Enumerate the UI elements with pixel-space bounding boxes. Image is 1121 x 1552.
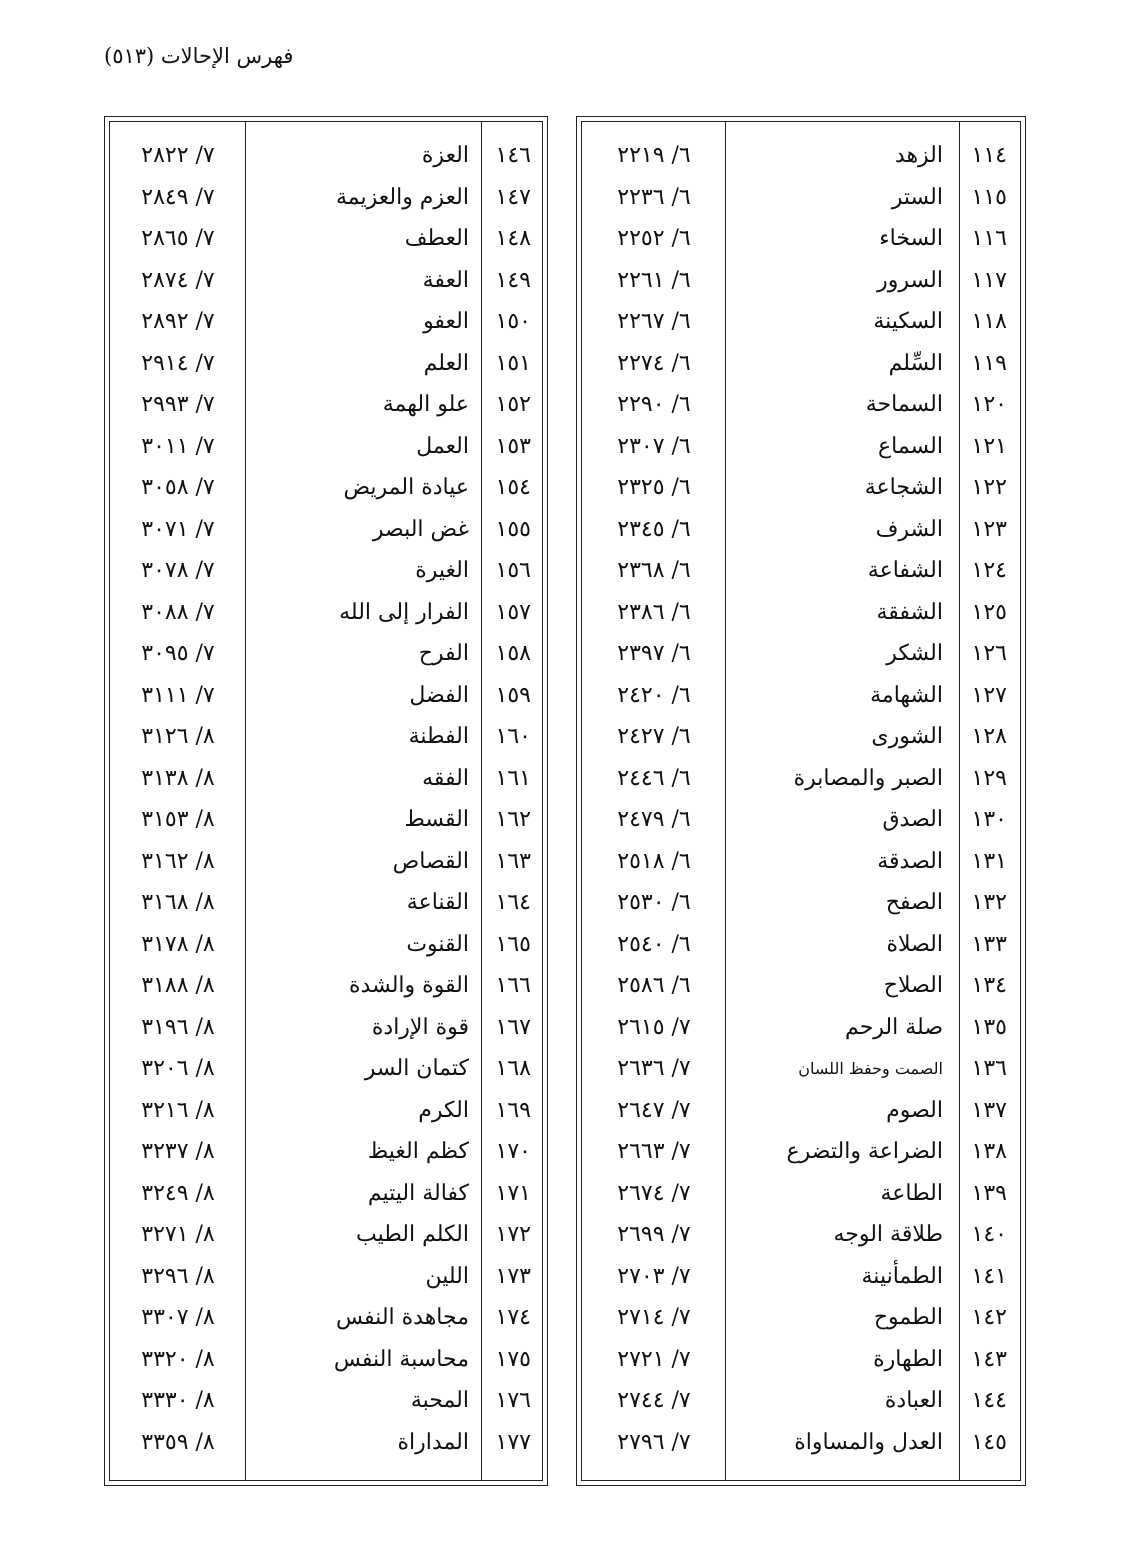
- entry-reference: ٧/ ٢٨٧٤: [141, 267, 215, 293]
- table-row: [577, 1090, 1025, 1132]
- entry-topic: الصفح: [885, 890, 943, 915]
- entry-reference: ٨/ ٣٢٩٦: [141, 1263, 215, 1289]
- entry-reference: ٦/ ٢٥٨٦: [617, 973, 691, 998]
- entry-number: ١٣٤: [971, 973, 1007, 998]
- table-row: [105, 1090, 547, 1132]
- entry-reference: ٦/ ٢٣٦٨: [617, 558, 691, 583]
- entry-reference: ٧/ ٢٧٠٣: [617, 1263, 691, 1289]
- entry-topic: الشفقة: [876, 599, 943, 625]
- entry-reference: ٧/ ٢٦١٥: [617, 1014, 691, 1040]
- entry-reference: ٦/ ٢٣٠٧: [617, 433, 691, 459]
- entry-topic: الفرح: [418, 641, 469, 666]
- entry-reference: ٦/ ٢٢٣٦: [617, 184, 691, 210]
- entry-number: ١٦٥: [495, 931, 531, 957]
- table-row: [577, 799, 1025, 841]
- entry-reference: ٦/ ٢٢١٩: [617, 143, 691, 168]
- index-table-right: [576, 116, 1026, 1486]
- table-row: [105, 1339, 547, 1381]
- table-row: [577, 426, 1025, 468]
- table-row: [577, 177, 1025, 219]
- entry-reference: ٨/ ٣٢٣٧: [141, 1139, 215, 1164]
- entry-reference: ٧/ ٢٨٦٥: [141, 226, 215, 251]
- entry-topic: الطمأنينة: [861, 1263, 943, 1289]
- entry-topic: الصلاة: [886, 931, 943, 957]
- table-row: [105, 550, 547, 592]
- entry-number: ١٤٩: [495, 267, 531, 293]
- entry-number: ١٣٣: [971, 931, 1007, 957]
- entry-reference: ٦/ ٢٥١٨: [617, 848, 691, 874]
- table-row: [577, 592, 1025, 634]
- index-rows-left: [105, 135, 547, 1463]
- table-row: [105, 260, 547, 302]
- entry-reference: ٨/ ٣١٩٦: [141, 1014, 215, 1040]
- entry-number: ١٦٠: [495, 724, 531, 749]
- entry-topic: الكرم: [418, 1097, 469, 1123]
- entry-topic: الفضل: [409, 682, 469, 708]
- entry-number: ١٤٥: [971, 1429, 1007, 1455]
- entry-topic: غض البصر: [372, 516, 469, 542]
- entry-reference: ٦/ ٢٤٢٧: [617, 724, 691, 749]
- table-row: [105, 301, 547, 343]
- entry-topic: كتمان السر: [364, 1056, 469, 1081]
- table-row: [577, 924, 1025, 966]
- entry-reference: ٧/ ٢٧١٤: [617, 1305, 691, 1330]
- entry-number: ١٤٨: [495, 226, 531, 251]
- entry-number: ١٧٥: [495, 1346, 531, 1372]
- table-row: [105, 1007, 547, 1049]
- table-row: [105, 1173, 547, 1215]
- entry-topic: الستر: [891, 184, 943, 210]
- entry-reference: ٦/ ٢٢٦١: [617, 267, 691, 293]
- entry-number: ١٥٦: [495, 558, 531, 583]
- table-row: [577, 1173, 1025, 1215]
- entry-number: ١٤٢: [971, 1305, 1007, 1330]
- entry-reference: ٧/ ٢٦٧٤: [617, 1180, 691, 1206]
- entry-topic: الطهارة: [873, 1346, 943, 1372]
- entry-number: ١١٨: [971, 309, 1007, 334]
- entry-number: ١٧٢: [495, 1222, 531, 1247]
- table-row: [105, 758, 547, 800]
- table-row: [577, 633, 1025, 675]
- entry-number: ١٢٧: [971, 682, 1007, 708]
- table-row: [105, 384, 547, 426]
- entry-reference: ٦/ ٢٥٤٠: [617, 931, 691, 957]
- entry-topic: العفة: [422, 267, 469, 293]
- entry-reference: ٧/ ٢٧٩٦: [617, 1429, 691, 1455]
- entry-reference: ٧/ ٣٠٧٨: [141, 558, 215, 583]
- entry-topic: العفو: [423, 309, 469, 334]
- entry-number: ١٢٤: [971, 558, 1007, 583]
- entry-reference: ٦/ ٢٣٤٥: [617, 516, 691, 542]
- table-row: [577, 1131, 1025, 1173]
- entry-reference: ٨/ ٣٣٥٩: [141, 1429, 215, 1455]
- entry-topic: الصبر والمصابرة: [793, 765, 943, 791]
- table-row: [105, 1380, 547, 1422]
- entry-topic: السرور: [877, 267, 943, 293]
- entry-number: ١٣٦: [971, 1056, 1007, 1081]
- entry-topic: الطاعة: [880, 1180, 943, 1206]
- entry-topic: القسط: [404, 807, 469, 832]
- entry-topic: الضراعة والتضرع: [786, 1139, 943, 1164]
- table-row: [105, 343, 547, 385]
- entry-reference: ٨/ ٣٢٤٩: [141, 1180, 215, 1206]
- entry-reference: ٨/ ٣١٣٨: [141, 765, 215, 791]
- entry-number: ١٧٣: [495, 1263, 531, 1289]
- entry-topic: صلة الرحم: [845, 1014, 943, 1040]
- entry-number: ١٦٤: [495, 890, 531, 915]
- table-row: [577, 1339, 1025, 1381]
- entry-number: ١٣٩: [971, 1180, 1007, 1206]
- entry-number: ١٤٧: [495, 184, 531, 210]
- entry-reference: ٧/ ٢٨٢٢: [141, 143, 215, 168]
- entry-topic: السكينة: [873, 309, 943, 334]
- entry-topic: المحبة: [410, 1388, 469, 1413]
- entry-topic: العبادة: [884, 1388, 943, 1413]
- entry-topic: العدل والمساواة: [794, 1429, 943, 1455]
- table-row: [577, 1048, 1025, 1090]
- table-row: [105, 177, 547, 219]
- entry-reference: ٦/ ٢٣٨٦: [617, 599, 691, 625]
- entry-number: ١٥٠: [495, 309, 531, 334]
- entry-topic: القصاص: [392, 848, 469, 874]
- entry-number: ١٣٧: [971, 1097, 1007, 1123]
- entry-topic: كظم الغيظ: [367, 1139, 469, 1164]
- entry-topic: الصدق: [882, 807, 943, 832]
- entry-topic: الزهد: [894, 143, 943, 168]
- table-row: [105, 467, 547, 509]
- entry-topic: المداراة: [397, 1429, 469, 1455]
- entry-number: ١٤٤: [971, 1388, 1007, 1413]
- table-row: [105, 965, 547, 1007]
- entry-reference: ٧/ ٢٨٩٢: [141, 309, 215, 334]
- entry-number: ١٥٥: [495, 516, 531, 542]
- table-row: [577, 675, 1025, 717]
- table-row: [105, 1214, 547, 1256]
- table-row: [577, 218, 1025, 260]
- table-row: [105, 633, 547, 675]
- entry-number: ١٥٤: [495, 475, 531, 500]
- table-row: [577, 1422, 1025, 1464]
- table-row: [577, 467, 1025, 509]
- entry-reference: ٨/ ٣٣٢٠: [141, 1346, 215, 1372]
- entry-number: ١٢٥: [971, 599, 1007, 625]
- table-row: [577, 1297, 1025, 1339]
- table-row: [577, 384, 1025, 426]
- table-row: [577, 716, 1025, 758]
- table-row: [577, 1380, 1025, 1422]
- entry-reference: ٧/ ٣٠٨٨: [141, 599, 215, 625]
- entry-number: ١١٩: [971, 350, 1007, 376]
- entry-number: ١٦٣: [495, 848, 531, 874]
- entry-reference: ٦/ ٢٤٢٠: [617, 682, 691, 708]
- entry-number: ١٧١: [495, 1180, 531, 1206]
- table-row: [105, 924, 547, 966]
- entry-reference: ٨/ ٣٣٣٠: [141, 1388, 215, 1413]
- page-header: فهرس الإحالات (٥١٣): [104, 44, 294, 68]
- entry-topic: الصلاح: [883, 973, 943, 998]
- entry-number: ١٦٧: [495, 1014, 531, 1040]
- entry-number: ١٤٠: [971, 1222, 1007, 1247]
- table-row: [105, 135, 547, 177]
- entry-topic: الغيرة: [415, 558, 469, 583]
- entry-reference: ٧/ ٣٠٧١: [141, 516, 215, 542]
- entry-topic: الصمت وحفظ اللسان: [798, 1059, 943, 1078]
- entry-reference: ٨/ ٣١٧٨: [141, 931, 215, 957]
- table-row: [577, 135, 1025, 177]
- entry-topic: طلاقة الوجه: [833, 1222, 943, 1247]
- entry-number: ١٢٩: [971, 765, 1007, 791]
- entry-reference: ٧/ ٣٠٥٨: [141, 475, 215, 500]
- entry-number: ١٢٣: [971, 516, 1007, 542]
- entry-reference: ٨/ ٣١٥٣: [141, 807, 215, 832]
- entry-reference: ٧/ ٣٠٩٥: [141, 641, 215, 666]
- table-row: [105, 1422, 547, 1464]
- entry-topic: العزة: [421, 143, 469, 168]
- entry-number: ١١٥: [971, 184, 1007, 210]
- entry-number: ١٢١: [971, 433, 1007, 459]
- entry-topic: الفطنة: [408, 724, 469, 749]
- entry-topic: الفقه: [422, 765, 469, 791]
- entry-topic: اللين: [425, 1263, 469, 1289]
- entry-reference: ٦/ ٢٢٧٤: [617, 350, 691, 376]
- entry-topic: الكلم الطيب: [356, 1222, 469, 1247]
- table-row: [105, 1048, 547, 1090]
- entry-topic: العزم والعزيمة: [335, 184, 469, 210]
- entry-topic: الفرار إلى الله: [339, 599, 469, 625]
- entry-number: ١٦٨: [495, 1056, 531, 1081]
- entry-reference: ٦/ ٢٤٤٦: [617, 765, 691, 791]
- entry-reference: ٦/ ٢٣٩٧: [617, 641, 691, 666]
- entry-number: ١٤٣: [971, 1346, 1007, 1372]
- entry-reference: ٧/ ٢٦٩٩: [617, 1222, 691, 1247]
- table-row: [105, 509, 547, 551]
- entry-reference: ٨/ ٣١٦٢: [141, 848, 215, 874]
- entry-topic: السِّلم: [888, 350, 943, 376]
- table-row: [105, 1131, 547, 1173]
- entry-number: ١٦٦: [495, 973, 531, 998]
- entry-reference: ٨/ ٣٢١٦: [141, 1097, 215, 1123]
- entry-topic: الطموح: [873, 1305, 943, 1330]
- entry-reference: ٦/ ٢٢٩٠: [617, 392, 691, 417]
- entry-reference: ٧/ ٢٩١٤: [141, 350, 215, 376]
- entry-number: ١٢٨: [971, 724, 1007, 749]
- entry-reference: ٧/ ٣٠١١: [141, 433, 215, 459]
- entry-reference: ٦/ ٢٥٣٠: [617, 890, 691, 915]
- entry-topic: السماحة: [865, 392, 943, 417]
- entry-reference: ٨/ ٣٢٧١: [141, 1222, 215, 1247]
- entry-topic: الشكر: [886, 641, 943, 666]
- entry-number: ١٥٣: [495, 433, 531, 459]
- entry-reference: ٦/ ٢٣٢٥: [617, 475, 691, 500]
- entry-reference: ٦/ ٢٢٥٢: [617, 226, 691, 251]
- entry-number: ١٣٥: [971, 1014, 1007, 1040]
- entry-topic: العمل: [416, 433, 469, 459]
- entry-number: ١٥٧: [495, 599, 531, 625]
- table-row: [577, 1256, 1025, 1298]
- table-row: [105, 799, 547, 841]
- table-row: [105, 841, 547, 883]
- table-row: [105, 218, 547, 260]
- index-table-left: [104, 116, 548, 1486]
- entry-topic: السماع: [878, 433, 943, 459]
- entry-number: ١٧٧: [495, 1429, 531, 1455]
- table-row: [577, 550, 1025, 592]
- entry-topic: عيادة المريض: [343, 475, 469, 500]
- entry-number: ١١٤: [971, 143, 1007, 168]
- table-row: [577, 260, 1025, 302]
- entry-reference: ٨/ ٣١٦٨: [141, 890, 215, 915]
- entry-number: ١٢٢: [971, 475, 1007, 500]
- entry-reference: ٨/ ٣١٨٨: [141, 973, 215, 998]
- entry-topic: القوة والشدة: [349, 973, 469, 998]
- table-row: [577, 509, 1025, 551]
- table-row: [105, 426, 547, 468]
- entry-number: ١٣٨: [971, 1139, 1007, 1164]
- entry-number: ١١٦: [971, 226, 1007, 251]
- entry-number: ١٣١: [971, 848, 1007, 874]
- entry-number: ١٦٩: [495, 1097, 531, 1123]
- entry-reference: ٧/ ٣١١١: [141, 682, 215, 708]
- entry-number: ١٧٠: [495, 1139, 531, 1164]
- table-row: [105, 882, 547, 924]
- entry-topic: مجاهدة النفس: [336, 1305, 469, 1330]
- entry-reference: ٧/ ٢٦٤٧: [617, 1097, 691, 1123]
- table-row: [577, 758, 1025, 800]
- table-row: [105, 675, 547, 717]
- entry-reference: ٨/ ٣٣٠٧: [141, 1305, 215, 1330]
- entry-topic: القنوت: [406, 931, 469, 957]
- entry-number: ١٣٢: [971, 890, 1007, 915]
- entry-number: ١١٧: [971, 267, 1007, 293]
- entry-topic: العطف: [404, 226, 469, 251]
- entry-topic: قوة الإرادة: [371, 1014, 469, 1040]
- entry-number: ١٧٤: [495, 1305, 531, 1330]
- entry-reference: ٧/ ٢٦٣٦: [617, 1056, 691, 1081]
- entry-number: ١٥٨: [495, 641, 531, 666]
- entry-topic: كفالة اليتيم: [367, 1180, 469, 1206]
- table-row: [577, 343, 1025, 385]
- entry-number: ١٦٢: [495, 807, 531, 832]
- table-row: [577, 1214, 1025, 1256]
- entry-number: ١٤٦: [495, 143, 531, 168]
- entry-topic: الشهامة: [870, 682, 943, 708]
- entry-topic: العلم: [423, 350, 469, 376]
- entry-topic: الشجاعة: [864, 475, 943, 500]
- entry-reference: ٧/ ٢٧٤٤: [617, 1388, 691, 1413]
- entry-topic: الشرف: [875, 516, 943, 542]
- entry-topic: محاسبة النفس: [333, 1346, 469, 1372]
- entry-topic: القناعة: [406, 890, 469, 915]
- entry-number: ١٥٩: [495, 682, 531, 708]
- entry-reference: ٦/ ٢٤٧٩: [617, 807, 691, 832]
- entry-number: ١٣٠: [971, 807, 1007, 832]
- table-row: [105, 716, 547, 758]
- entry-reference: ٧/ ٢٨٤٩: [141, 184, 215, 210]
- table-row: [105, 1256, 547, 1298]
- entry-topic: الصوم: [886, 1097, 943, 1123]
- entry-topic: السخاء: [879, 226, 943, 251]
- entry-number: ١٤١: [971, 1263, 1007, 1289]
- table-row: [105, 1297, 547, 1339]
- entry-topic: الشفاعة: [867, 558, 943, 583]
- entry-topic: الشورى: [871, 724, 943, 749]
- entry-number: ١٦١: [495, 765, 531, 791]
- table-row: [577, 965, 1025, 1007]
- entry-reference: ٦/ ٢٢٦٧: [617, 309, 691, 334]
- entry-number: ١٥٢: [495, 392, 531, 417]
- entry-topic: الصدقة: [877, 848, 943, 874]
- entry-reference: ٧/ ٢٩٩٣: [141, 392, 215, 417]
- entry-reference: ٧/ ٢٧٢١: [617, 1346, 691, 1372]
- entry-topic: علو الهمة: [382, 392, 469, 417]
- entry-number: ١٥١: [495, 350, 531, 376]
- table-row: [577, 882, 1025, 924]
- table-row: [577, 1007, 1025, 1049]
- entry-reference: ٧/ ٢٦٦٣: [617, 1139, 691, 1164]
- entry-number: ١٧٦: [495, 1388, 531, 1413]
- entry-number: ١٢٠: [971, 392, 1007, 417]
- entry-number: ١٢٦: [971, 641, 1007, 666]
- index-rows-right: [577, 135, 1025, 1463]
- entry-reference: ٨/ ٣٢٠٦: [141, 1056, 215, 1081]
- table-row: [105, 592, 547, 634]
- table-row: [577, 301, 1025, 343]
- table-row: [577, 841, 1025, 883]
- entry-reference: ٨/ ٣١٢٦: [141, 724, 215, 749]
